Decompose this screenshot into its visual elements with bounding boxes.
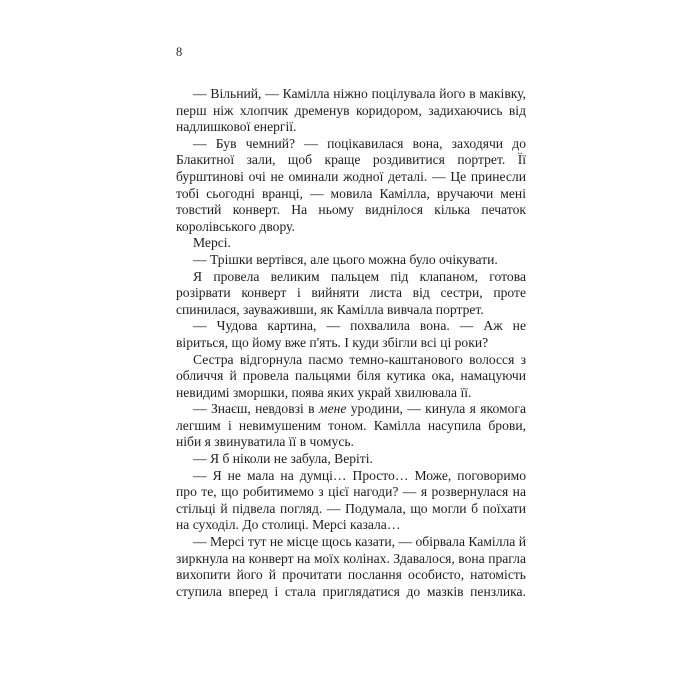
paragraph: — Чудова картина, — похвалила вона. — Аж не віриться, що йому вже п'ять. І куди збігли всі ці роки? (176, 318, 526, 350)
paragraph: Сестра відгорнула пасмо темно-каштанового волосся з обличчя й провела пальцями біля кутика ока, намацуючи невидимі зморшки, поява яких украй хвилювала її. (176, 351, 526, 400)
paragraph: — Я б ніколи не забула, Веріті. (193, 451, 373, 467)
emphasized-word: мене (318, 401, 347, 417)
text-run: — Знаєш, невдовзі в (193, 401, 319, 417)
paragraph: — Вільний, — Камілла ніжно поцілувала його в маківку, перш ніж хлопчик дременув коридором, задихаючись від надлишкової енергії. (176, 86, 526, 135)
text-run: уродини, — кинула я якомога легшим і невимушеним тоном. Камілла насупила брови, ніби я звинуватила її в чомусь. (176, 401, 526, 450)
page-text-block (176, 86, 526, 600)
page-number: 8 (176, 45, 183, 59)
paragraph: Я провела великим пальцем під клапаном, готова розірвати конверт і вийняти листа від сестри, проте спинилася, зауваживши, як Камілла вивчала портрет. (176, 268, 526, 317)
paragraph-with-emphasis (176, 401, 526, 451)
paragraph: — Мерсі тут не місце щось казати, — обірвала Камілла й зиркнула на конверт на моїх колінах. Здавалося, вона прагла вихопити його й прочитати послання особисто, натомість ступила вперед і стала приглядатися до мазків пензлика. (176, 534, 526, 599)
paragraph: — Трішки вертівся, але цього можна було очікувати. (193, 251, 498, 267)
paragraph: — Був чемний? — поцікавилася вона, заходячи до Блакитної зали, щоб краще роздивитися портрет. Її бурштинові очі не оминали жодної деталі. — Це принесли тобі сьогодні вранці, — мовила Камілла, вручаючи мені товстий конверт. На ньому виднілося кілька печаток королівського двору. (176, 135, 526, 234)
paragraph: Мерсі. (193, 235, 231, 251)
paragraph: — Я не мала на думці… Просто… Може, поговоримо про те, що робитимемо з цієї нагоди? — я розвернулася на стільці й підвела погляд. — Подумала, що могли б поїхати на суходіл. До столиці. Мерсі казала… (176, 467, 526, 533)
